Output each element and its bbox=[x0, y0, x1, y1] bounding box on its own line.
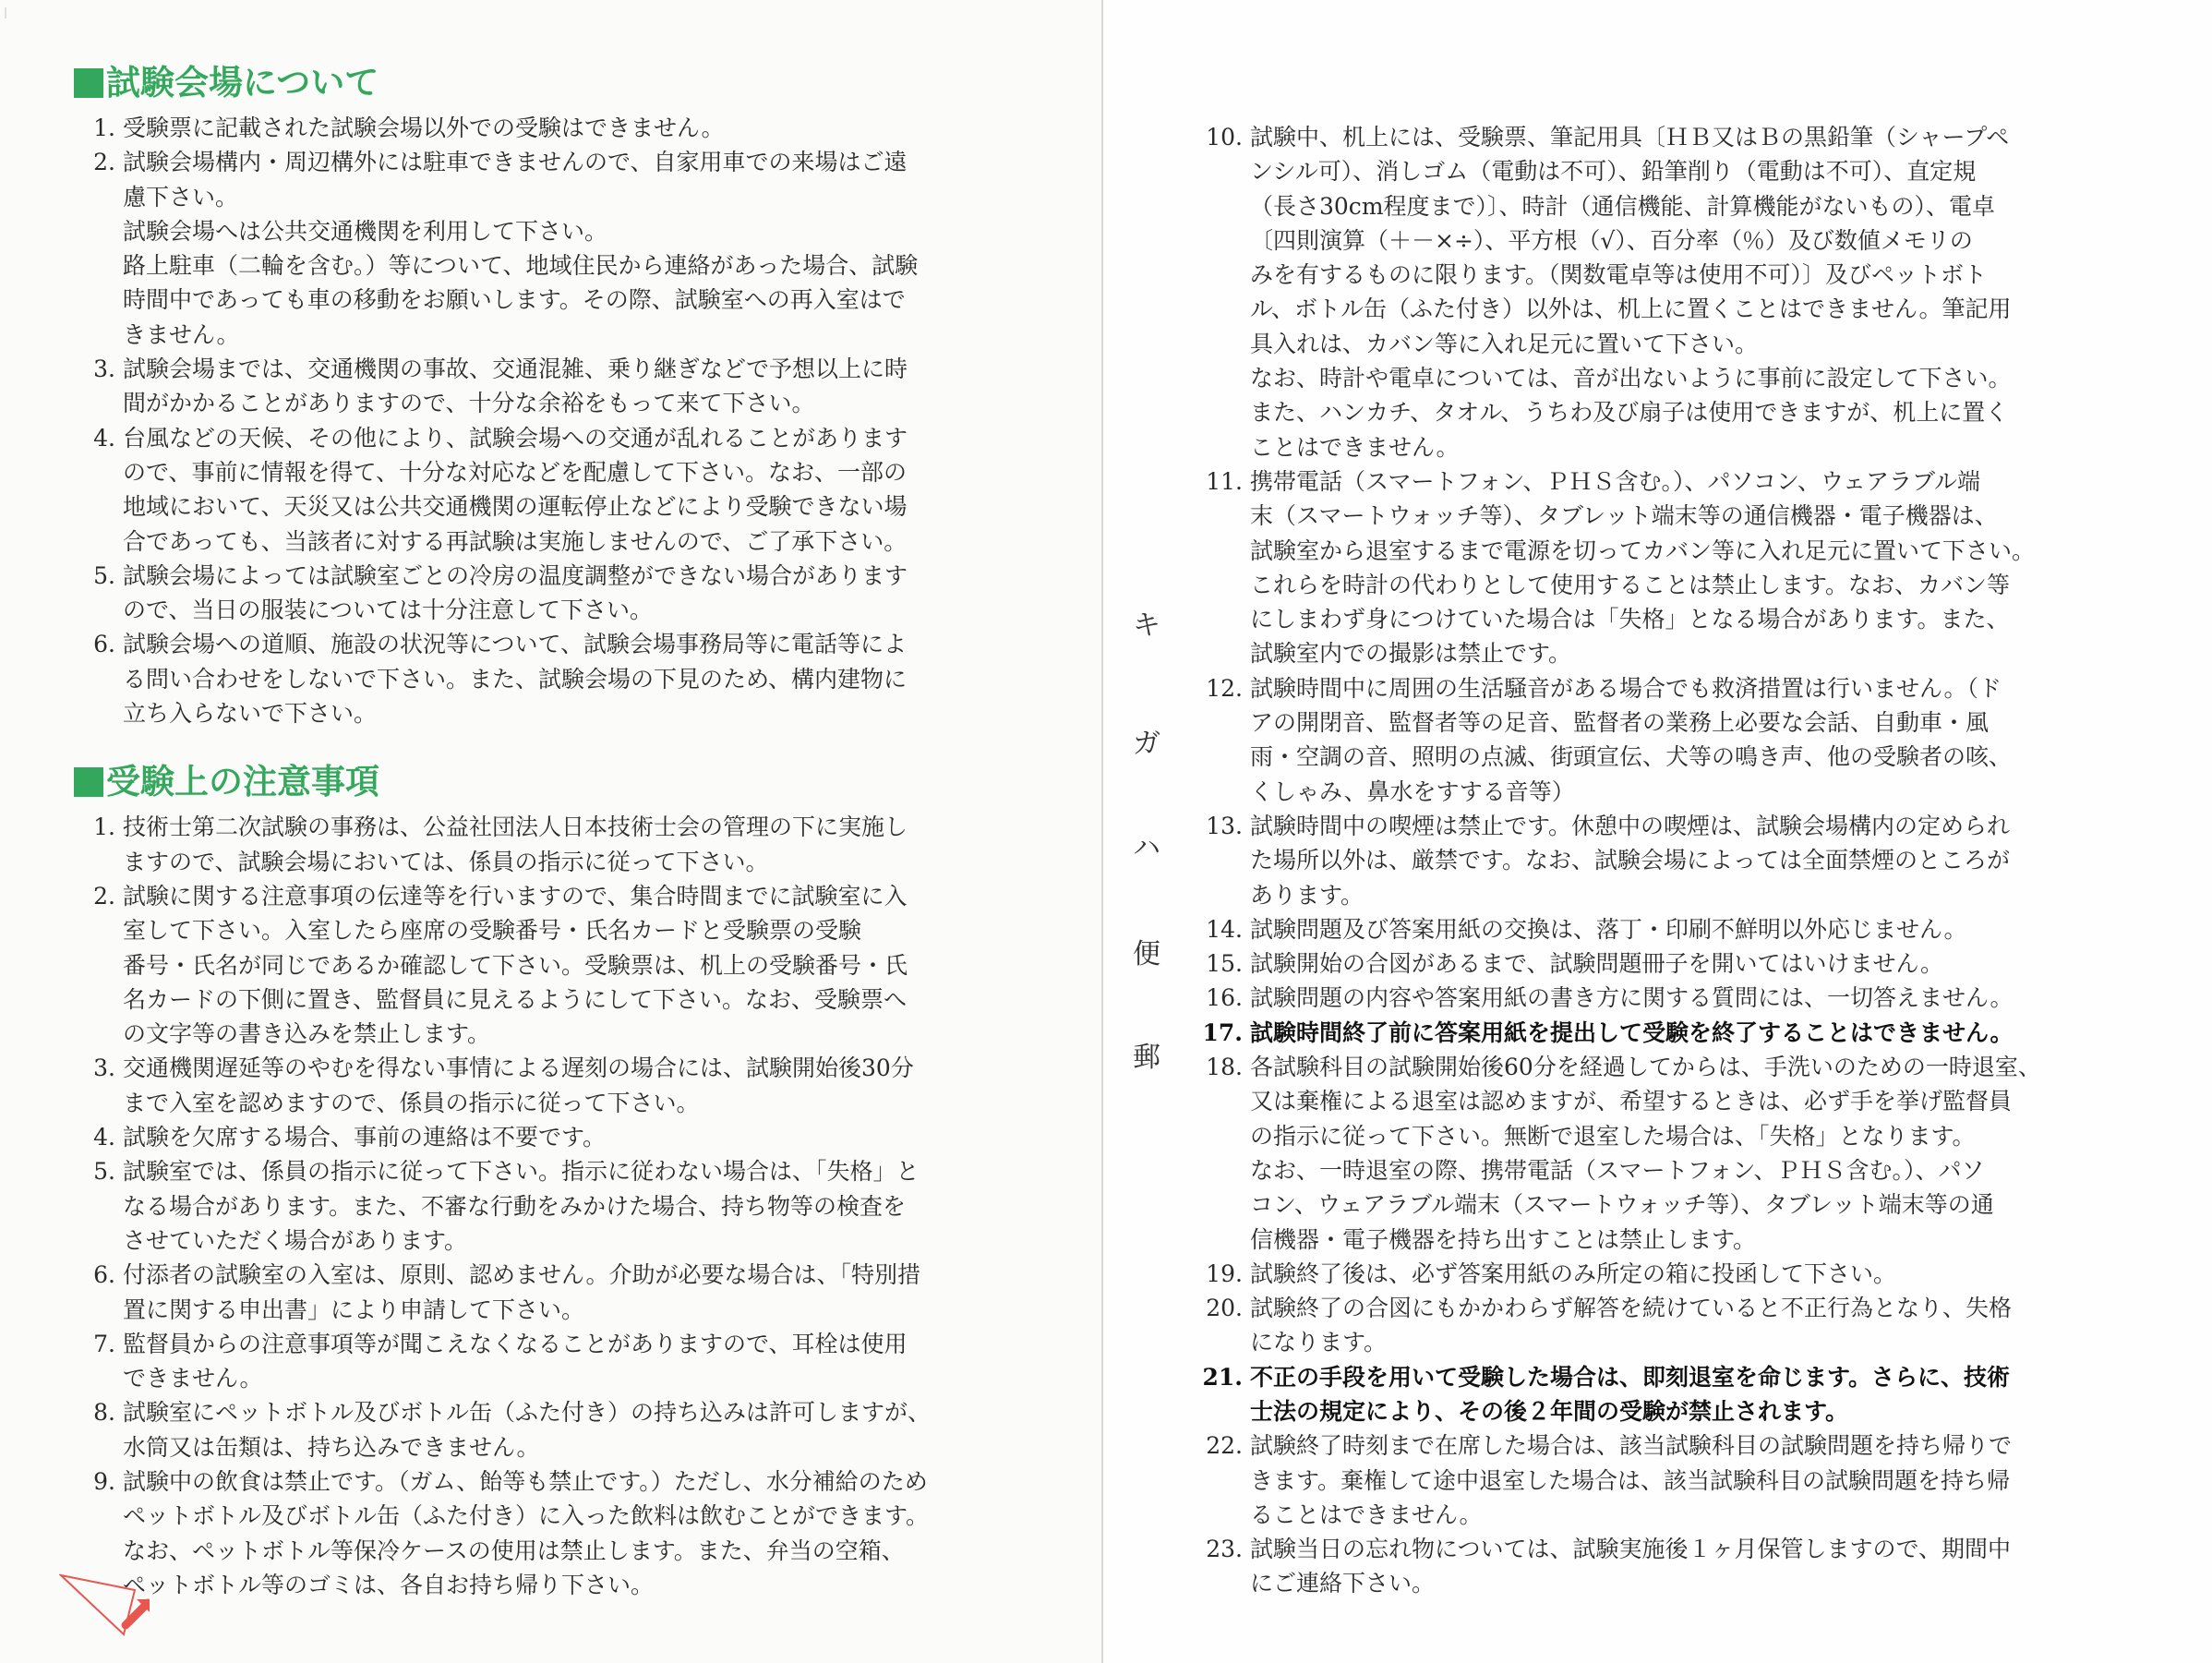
item-text-line: 信機器・電子機器を持ち出すことは禁止します。 bbox=[1250, 1225, 1757, 1253]
notice-item bbox=[74, 1258, 1052, 1327]
notice-item bbox=[74, 627, 1052, 730]
item-number: 8. bbox=[93, 1399, 115, 1427]
notice-item bbox=[1182, 981, 2157, 1015]
item-number: 20. bbox=[1206, 1295, 1243, 1322]
item-text bbox=[1250, 946, 2157, 981]
right-column bbox=[1182, 116, 2157, 1601]
item-text-line: なお、時計や電卓については、音が出ないように事前に設定して下さい。 bbox=[1250, 365, 2012, 392]
notice-item bbox=[1182, 946, 2157, 981]
item-text-line: 試験終了時刻まで在席した場合は、該当試験科目の試験問題を持ち帰りで bbox=[1250, 1432, 2013, 1460]
item-text-line: 試験開始の合図があるまで、試験問題冊子を開いてはいけません。 bbox=[1250, 950, 1944, 978]
item-text-line: コン、ウェアラブル端末（スマートウォッチ等）、タブレット端末等の通 bbox=[1250, 1191, 1994, 1219]
item-number: 9. bbox=[93, 1467, 115, 1495]
exam-notes-section bbox=[74, 758, 1052, 1602]
item-text bbox=[123, 1120, 1052, 1154]
notice-item bbox=[1182, 671, 2157, 809]
item-text bbox=[123, 627, 1052, 730]
item-text-line: なお、一時退室の際、携帯電話（スマートフォン、ＰＨＳ含む。）、パソ bbox=[1250, 1156, 1985, 1184]
postcard-label-char: キ bbox=[1133, 609, 1160, 642]
item-text bbox=[1250, 1360, 2157, 1429]
item-number: 6. bbox=[93, 631, 115, 658]
notice-item bbox=[74, 1051, 1052, 1120]
notice-item bbox=[74, 111, 1052, 145]
item-number: 4. bbox=[93, 1124, 115, 1151]
item-text bbox=[1250, 1291, 2157, 1360]
venue-section-heading bbox=[74, 59, 1052, 107]
item-number: 15. bbox=[1206, 950, 1243, 978]
item-text-line: 台風などの天候、その他により、試験会場への交通が乱れることがあります bbox=[123, 424, 908, 452]
item-text bbox=[123, 810, 1052, 879]
item-number: 13. bbox=[1206, 812, 1243, 839]
item-text-line: 試験時間終了前に答案用紙を提出して受験を終了することはできません。 bbox=[1250, 1018, 2014, 1046]
postcard-label-char: 便 bbox=[1133, 938, 1160, 970]
item-text-line: ことはできません。 bbox=[1250, 433, 1460, 461]
item-text bbox=[1250, 809, 2157, 912]
venue-section bbox=[74, 59, 1052, 730]
postcard-label-char: 郵 bbox=[1133, 1042, 1160, 1074]
item-text-line: 試験会場へは公共交通機関を利用して下さい。 bbox=[123, 217, 608, 245]
item-text-line: ル、ボトル缶（ふた付き）以外は、机上に置くことはできません。筆記用 bbox=[1250, 295, 2012, 323]
item-number: 23. bbox=[1206, 1536, 1243, 1563]
notice-item bbox=[1182, 1428, 2157, 1532]
notice-item bbox=[74, 559, 1052, 628]
item-number: 2. bbox=[93, 149, 115, 176]
item-text-line: ペットボトル等のゴミは、各自お持ち帰り下さい。 bbox=[123, 1571, 655, 1598]
green-square-icon bbox=[74, 767, 103, 797]
item-text-line: 合であっても、当該者に対する再試験は実施しませんので、ご了承下さい。 bbox=[123, 527, 908, 555]
item-text-line: 〔四則演算（＋－×÷）、平方根（√）、百分率（％）及び数値メモリの bbox=[1250, 226, 1973, 254]
item-text-line: まで入室を認めますので、係員の指示に従って下さい。 bbox=[123, 1089, 700, 1116]
edge-mark bbox=[5, 7, 6, 18]
item-text bbox=[123, 1327, 1052, 1396]
item-number: 3. bbox=[93, 355, 115, 383]
notice-item bbox=[74, 1327, 1052, 1396]
item-text-line: 名カードの下側に置き、監督員に見えるようにして下さい。なお、受験票へ bbox=[123, 985, 908, 1013]
item-number: 11. bbox=[1206, 467, 1243, 495]
item-number: 10. bbox=[1206, 124, 1243, 151]
item-number: 5. bbox=[93, 1158, 115, 1186]
item-text-line: 試験を欠席する場合、事前の連絡は不要です。 bbox=[123, 1124, 607, 1151]
item-text-line: 末（スマートウォッチ等）、タブレット端末等の通信機器・電子機器は、 bbox=[1250, 502, 1998, 530]
item-number: 6. bbox=[93, 1261, 115, 1289]
item-text bbox=[123, 1051, 1052, 1120]
item-text-line: ますので、試験会場においては、係員の指示に従って下さい。 bbox=[123, 848, 769, 875]
item-text-line: 試験室にペットボトル及びボトル缶（ふた付き）の持ち込みは許可しますが、 bbox=[123, 1399, 932, 1427]
item-text-line: ンシル可）、消しゴム（電動は不可）、鉛筆削り（電動は不可）、直定規 bbox=[1250, 158, 1977, 186]
exam-notes-section-heading bbox=[74, 758, 1052, 806]
item-text bbox=[123, 1258, 1052, 1327]
item-text-line: 受験票に記載された試験会場以外での受験はできません。 bbox=[123, 114, 725, 141]
item-text-line: 又は棄権による退室は認めますが、希望するときは、必ず手を挙げ監督員 bbox=[1250, 1088, 2013, 1115]
item-text bbox=[1250, 671, 2157, 809]
item-text-line: 監督員からの注意事項等が聞こえなくなることがありますので、耳栓は使用 bbox=[123, 1330, 908, 1357]
notice-item bbox=[1182, 1360, 2157, 1429]
item-text-line: きます。棄権して途中退室した場合は、該当試験科目の試験問題を持ち帰 bbox=[1250, 1466, 2011, 1494]
item-text-line: た場所以外は、厳禁です。なお、試験会場によっては全面禁煙のところが bbox=[1250, 847, 2011, 874]
item-text bbox=[1250, 1257, 2157, 1291]
item-number: 4. bbox=[93, 424, 115, 452]
item-text-line: 試験時間中の喫煙は禁止です。休憩中の喫煙は、試験会場構内の定められ bbox=[1250, 812, 2011, 839]
item-text-line: る問い合わせをしないで下さい。また、試験会場の下見のため、構内建物に bbox=[123, 665, 908, 693]
item-text bbox=[1250, 1428, 2157, 1532]
item-text bbox=[123, 1154, 1052, 1258]
item-number: 1. bbox=[93, 114, 115, 141]
item-text-line: 試験会場までは、交通機関の事故、交通混雑、乗り継ぎなどで予想以上に時 bbox=[123, 355, 908, 383]
item-text-line: させていただく場合があります。 bbox=[123, 1226, 468, 1254]
item-text-line: できません。 bbox=[123, 1365, 263, 1392]
item-number: 21. bbox=[1202, 1363, 1243, 1391]
item-text-line: これらを時計の代わりとして使用することは禁止します。なお、カバン等 bbox=[1250, 571, 2011, 598]
item-text bbox=[123, 145, 1052, 352]
item-text bbox=[123, 421, 1052, 559]
item-text-line: （長さ30cm程度まで）〕、時計（通信機能、計算機能がないもの）、電卓 bbox=[1250, 192, 1996, 220]
notice-item bbox=[74, 352, 1052, 421]
item-text-line: 試験中の飲食は禁止です。（ガム、飴等も禁止です。）ただし、水分補給のため bbox=[123, 1467, 928, 1495]
item-text-line: 不正の手段を用いて受験した場合は、即刻退室を命じます。さらに、技術 bbox=[1250, 1363, 2011, 1391]
item-text-line: 各試験科目の試験開始後60分を経過してからは、手洗いのための一時退室、 bbox=[1250, 1054, 2041, 1081]
item-text-line: 試験問題の内容や答案用紙の書き方に関する質問には、一切答えません。 bbox=[1250, 984, 2014, 1012]
item-text-line: 立ち入らないで下さい。 bbox=[123, 700, 378, 728]
item-text-line: 試験当日の忘れ物については、試験実施後１ヶ月保管しますので、期間中 bbox=[1250, 1536, 2012, 1563]
notice-item bbox=[74, 810, 1052, 879]
item-text-line: 試験問題及び答案用紙の交換は、落丁・印刷不鮮明以外応じません。 bbox=[1250, 915, 1967, 943]
item-text-line: 交通機関遅延等のやむを得ない事情による遅刻の場合には、試験開始後30分 bbox=[123, 1054, 914, 1082]
postcard-label-char: ガ bbox=[1133, 728, 1160, 760]
left-column bbox=[74, 59, 1052, 1602]
postcard-label-char: ハ bbox=[1133, 832, 1160, 864]
item-text-line: 番号・氏名が同じであるか確認して下さい。受験票は、机上の受験番号・氏 bbox=[123, 951, 908, 979]
item-number: 16. bbox=[1206, 984, 1243, 1012]
item-text-line: ので、当日の服装については十分注意して下さい。 bbox=[123, 597, 654, 624]
item-number: 5. bbox=[93, 561, 115, 589]
exam-notes-list-left bbox=[74, 810, 1052, 1602]
item-text bbox=[1250, 120, 2157, 464]
item-number: 19. bbox=[1206, 1259, 1243, 1287]
item-text-line: 地域において、天災又は公共交通機関の運転停止などにより受験できない場 bbox=[123, 493, 908, 521]
item-text bbox=[1250, 1050, 2157, 1257]
item-text-line: 路上駐車（二輪を含む。）等について、地域住民から連絡があった場合、試験 bbox=[123, 252, 919, 280]
item-number: 7. bbox=[93, 1330, 115, 1357]
notice-item bbox=[74, 421, 1052, 559]
exam-notes-section-title: 受験上の注意事項 bbox=[106, 762, 379, 802]
item-text-line: アの開閉音、監督者等の足音、監督者の業務上必要な会話、自動車・風 bbox=[1250, 709, 1990, 737]
item-text-line: 慮下さい。 bbox=[123, 183, 239, 211]
notice-item bbox=[1182, 912, 2157, 946]
item-number: 14. bbox=[1206, 915, 1243, 943]
item-text-line: 試験会場によっては試験室ごとの冷房の温度調整ができない場合があります bbox=[123, 561, 908, 589]
item-text bbox=[123, 1464, 1052, 1602]
item-text-line: ることはできません。 bbox=[1250, 1500, 1483, 1528]
item-text-line: きません。 bbox=[123, 320, 240, 348]
notice-item bbox=[74, 1120, 1052, 1154]
notice-item bbox=[74, 879, 1052, 1051]
item-text-line: 試験室内での撮影は禁止です。 bbox=[1250, 640, 1572, 668]
item-text-line: みを有するものに限ります。（関数電卓等は使用不可）〕及びペットボト bbox=[1250, 261, 1988, 289]
item-text bbox=[1250, 464, 2157, 671]
item-number: 2. bbox=[93, 882, 115, 910]
item-number: 17. bbox=[1202, 1018, 1243, 1046]
item-text bbox=[123, 352, 1052, 421]
item-text-line: また、ハンカチ、タオル、うちわ及び扇子は使用できますが、机上に置く bbox=[1250, 399, 2009, 427]
item-text-line: 水筒又は缶類は、持ち込みできません。 bbox=[123, 1433, 540, 1461]
item-text-line: 試験室から退室するまで電源を切ってカバン等に入れ足元に置いて下さい。 bbox=[1250, 536, 2036, 564]
item-number: 12. bbox=[1206, 674, 1243, 702]
item-text-line: にご連絡下さい。 bbox=[1250, 1570, 1436, 1597]
venue-notice-list bbox=[74, 111, 1052, 730]
item-text-line: 付添者の試験室の入室は、原則、認めません。介助が必要な場合は、「特別措 bbox=[123, 1261, 921, 1289]
venue-section-title: 試験会場について bbox=[106, 63, 379, 102]
item-text-line: 試験終了後は、必ず答案用紙のみ所定の箱に投函して下さい。 bbox=[1250, 1259, 1897, 1287]
item-text bbox=[123, 1395, 1052, 1464]
notice-item bbox=[74, 1154, 1052, 1258]
item-text bbox=[1250, 981, 2157, 1015]
notice-item bbox=[1182, 1050, 2157, 1257]
item-text bbox=[123, 111, 1052, 145]
item-text bbox=[1250, 1532, 2157, 1601]
item-number: 3. bbox=[93, 1054, 115, 1082]
item-text-line: 試験時間中に周囲の生活騒音がある場合でも救済措置は行いません。（ド bbox=[1250, 674, 2002, 702]
item-text-line: ペットボトル及びボトル缶（ふた付き）に入った飲料は飲むことができます。 bbox=[123, 1502, 930, 1530]
item-text bbox=[1250, 1016, 2157, 1050]
notice-item bbox=[1182, 809, 2157, 912]
tear-here-arrow-icon bbox=[59, 1572, 150, 1638]
notice-item bbox=[74, 1395, 1052, 1464]
notice-item bbox=[74, 145, 1052, 352]
item-text-line: あります。 bbox=[1250, 881, 1364, 909]
green-square-icon bbox=[74, 68, 103, 98]
item-text-line: 携帯電話（スマートフォン、ＰＨＳ含む。）、パソコン、ウェアラブル端 bbox=[1250, 467, 1981, 495]
item-number: 22. bbox=[1206, 1432, 1243, 1460]
item-text-line: にしまわず身につけていた場合は「失格」となる場合があります。また、 bbox=[1250, 606, 2010, 633]
page-fold-line bbox=[1101, 0, 1103, 1663]
item-text bbox=[1250, 912, 2157, 946]
item-text-line: 試験終了の合図にもかかわらず解答を続けていると不正行為となり、失格 bbox=[1250, 1295, 2013, 1322]
notice-item bbox=[1182, 1291, 2157, 1360]
item-text-line: くしゃみ、鼻水をすする音等） bbox=[1250, 777, 1575, 805]
item-text-line: 置に関する申出書」により申請して下さい。 bbox=[123, 1295, 585, 1323]
item-number: 1. bbox=[93, 813, 115, 841]
item-text-line: ので、事前に情報を得て、十分な対応などを配慮して下さい。なお、一部の bbox=[123, 458, 908, 486]
item-text-line: 士法の規定により、その後２年間の受験が禁止されます。 bbox=[1250, 1397, 1849, 1425]
item-text-line: の指示に従って下さい。無断で退室した場合は、「失格」となります。 bbox=[1250, 1122, 1976, 1150]
item-text-line: なお、ペットボトル等保冷ケースの使用は禁止します。また、弁当の空箱、 bbox=[123, 1536, 905, 1564]
item-text-line: 具入れは、カバン等に入れ足元に置いて下さい。 bbox=[1250, 330, 1759, 357]
exam-notes-list-right bbox=[1182, 120, 2157, 1601]
notice-item bbox=[74, 1464, 1052, 1602]
item-text-line: 間がかかることがありますので、十分な余裕をもって来て下さい。 bbox=[123, 390, 815, 417]
item-text-line: 試験に関する注意事項の伝達等を行いますので、集合時間までに試験室に入 bbox=[123, 882, 908, 910]
notice-item bbox=[1182, 1016, 2157, 1050]
item-text-line: 雨・空調の音、照明の点滅、街頭宣伝、犬等の鳴き声、他の受験者の咳、 bbox=[1250, 743, 2013, 771]
notice-item bbox=[1182, 120, 2157, 464]
notice-item bbox=[1182, 1257, 2157, 1291]
notice-item bbox=[1182, 1532, 2157, 1601]
item-text-line: なる場合があります。また、不審な行動をみかけた場合、持ち物等の検査を bbox=[123, 1192, 907, 1220]
item-text-line: 時間中であっても車の移動をお願いします。その際、試験室への再入室はで bbox=[123, 286, 906, 314]
item-text-line: 室して下さい。入室したら座席の受験番号・氏名カードと受験票の受験 bbox=[123, 917, 862, 945]
item-text bbox=[123, 559, 1052, 628]
item-text-line: 技術士第二次試験の事務は、公益社団法人日本技術士会の管理の下に実施し bbox=[123, 813, 908, 841]
item-text-line: 試験会場への道順、施設の状況等について、試験会場事務局等に電話等によ bbox=[123, 631, 908, 658]
item-text-line: 試験会場構内・周辺構外には駐車できませんので、自家用車での来場はご遠 bbox=[123, 149, 908, 176]
item-text bbox=[123, 879, 1052, 1051]
item-text-line: 試験室では、係員の指示に従って下さい。指示に従わない場合は、「失格」と bbox=[123, 1158, 920, 1186]
item-text-line: になります。 bbox=[1250, 1329, 1388, 1356]
notice-item bbox=[1182, 464, 2157, 671]
item-text-line: の文字等の書き込みを禁止します。 bbox=[123, 1020, 491, 1048]
item-text-line: 試験中、机上には、受験票、筆記用具〔ＨＢ又はＢの黒鉛筆（シャープペ bbox=[1250, 124, 2010, 151]
item-number: 18. bbox=[1206, 1054, 1243, 1081]
